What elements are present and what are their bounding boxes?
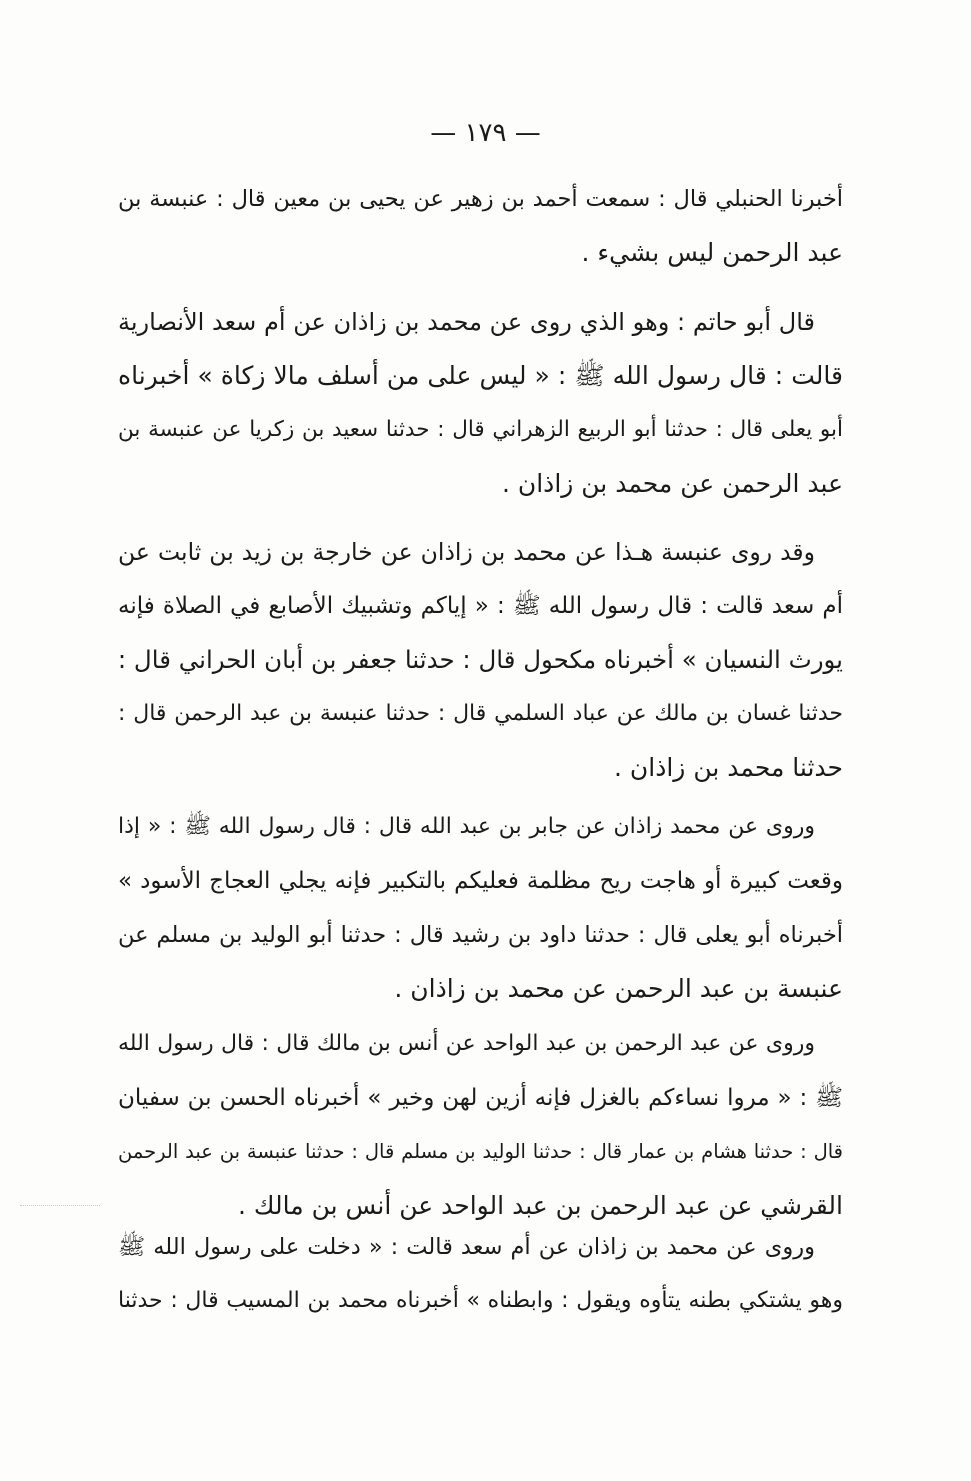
paragraph-2 [118, 295, 843, 511]
text-line: وروى عن عبد الرحمن بن عبد الواحد عن أنس بن مالك قال : قال رسول الله [118, 1031, 815, 1056]
text-line: وروى عن محمد زاذان عن جابر بن عبد الله قال : قال رسول الله ﷺ : « إذا [118, 814, 815, 839]
text-line: أبو يعلى قال : حدثنا أبو الربيع الزهراني قال : حدثنا سعيد بن زكريا عن عنبسة بن [118, 417, 843, 442]
text-line: وروى عن محمد بن زاذان عن أم سعد قالت : « دخلت على رسول الله ﷺ [118, 1234, 815, 1260]
paragraph-3 [118, 525, 843, 795]
text-line: يورث النسيان » أخبرناه مكحول قال : حدثنا جعفر بن أبان الحراني قال : [118, 645, 843, 674]
paragraph-4 [118, 800, 843, 1016]
text-line: قال : حدثنا هشام بن عمار قال : حدثنا الوليد بن مسلم قال : حدثنا عنبسة بن عبد الرحمن [118, 1140, 843, 1163]
page-number: — ١٧٩ — [430, 118, 541, 148]
text-line: وقد روى عنبسة هـذا عن محمد بن زاذان عن خارجة بن زيد بن ثابت عن [118, 538, 815, 566]
paragraph-6 [118, 1220, 843, 1328]
text-line: ﷺ : « مروا نساءكم بالغزل فإنه أزين لهن وخير » أخبرناه الحسن بن سفيان [118, 1085, 843, 1111]
text-line: أخبرنا الحنبلي قال : سمعت أحمد بن زهير عن يحيى بن معين قال : عنبسة بن [118, 186, 843, 212]
text-line: القرشي عن عبد الرحمن بن عبد الواحد عن أنس بن مالك . [238, 1191, 843, 1220]
text-line: أم سعد قالت : قال رسول الله ﷺ : « إياكم وتشبيك الأصابع في الصلاة فإنه [118, 593, 843, 619]
text-line: وقعت كبيرة أو هاجت ريح مظلمة فعليكم بالتكبير فإنه يجلي العجاج الأسود » [118, 868, 843, 894]
text-line: أخبرناه أبو يعلى قال : حدثنا داود بن رشيد قال : حدثنا أبو الوليد بن مسلم عن [118, 922, 843, 948]
text-line: عنبسة بن عبد الرحمن عن محمد بن زاذان . [394, 974, 843, 1003]
text-line: عبد الرحمن ليس بشيء . [581, 238, 843, 267]
text-line: حدثنا غسان بن مالك عن عباد السلمي قال : حدثنا عنبسة بن عبد الرحمن قال : [118, 701, 843, 726]
text-line: حدثنا محمد بن زاذان . [614, 753, 843, 782]
text-line: قالت : قال رسول الله ﷺ : « ليس على من أسلف مالا زكاة » أخبرناه [118, 361, 843, 390]
scan-artifact [20, 1205, 100, 1208]
paragraph-5 [118, 1017, 843, 1233]
paragraph-1 [118, 172, 843, 280]
text-line: وهو يشتكي بطنه يتأوه ويقول : وابطناه » أخبرناه محمد بن المسيب قال : حدثنا [118, 1288, 843, 1313]
text-line: قال أبو حاتم : وهو الذي روى عن محمد بن زاذان عن أم سعد الأنصارية [118, 308, 815, 336]
text-line: عبد الرحمن عن محمد بن زاذان . [501, 469, 843, 498]
